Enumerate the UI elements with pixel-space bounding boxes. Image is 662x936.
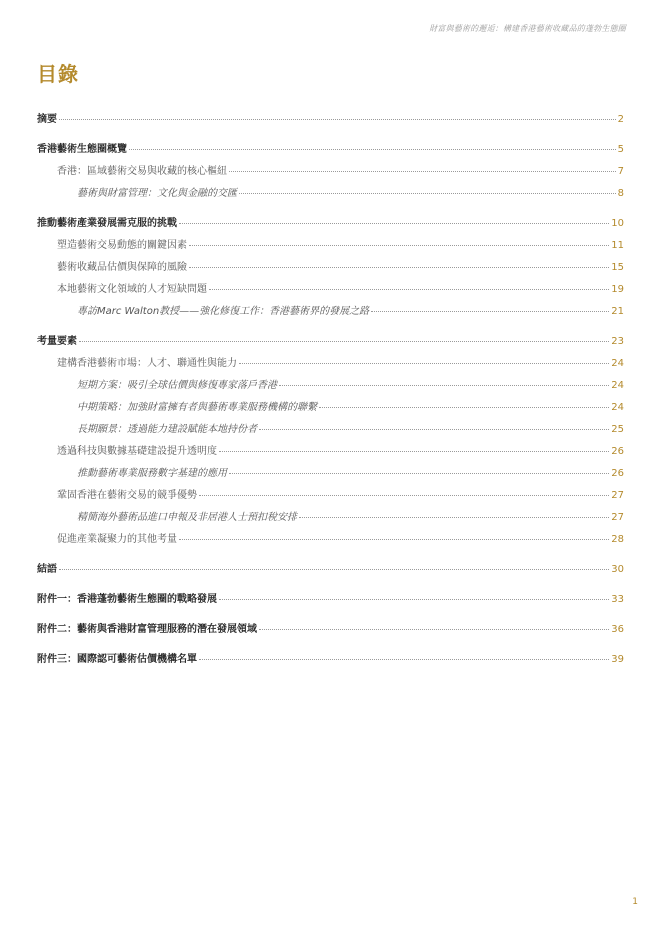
toc-entry-label: 建構香港藝術市場：人才、聯通性與能力	[57, 358, 237, 369]
toc-entry[interactable]	[37, 162, 624, 184]
toc-entry-label: 香港：區域藝術交易與收藏的核心樞紐	[57, 166, 227, 177]
toc-entry[interactable]	[37, 530, 624, 552]
dot-leader	[199, 659, 609, 660]
toc-entry-page: 15	[611, 262, 624, 273]
dot-leader	[219, 599, 609, 600]
toc-entry[interactable]	[37, 464, 624, 486]
dot-leader	[279, 385, 609, 386]
toc-entry[interactable]	[37, 110, 624, 132]
toc-entry-label: 附件二：藝術與香港財富管理服務的潛在發展領域	[37, 624, 257, 635]
toc-entry-label: 摘要	[37, 114, 57, 125]
toc-entry[interactable]	[37, 140, 624, 162]
toc-entry-label: 透過科技與數據基礎建設提升透明度	[57, 446, 217, 457]
toc-entry[interactable]	[37, 258, 624, 280]
page-number: 1	[632, 897, 638, 907]
toc-entry-page: 27	[611, 490, 624, 501]
toc-entry[interactable]	[37, 354, 624, 376]
dot-leader	[299, 517, 609, 518]
toc-entry[interactable]	[37, 302, 624, 324]
dot-leader	[209, 289, 609, 290]
toc-entry-page: 24	[611, 402, 624, 413]
toc-title: 目錄	[37, 62, 79, 86]
toc-entry-label: 推動藝術產業發展需克服的挑戰	[37, 218, 177, 229]
toc-entry-page: 26	[611, 468, 624, 479]
dot-leader	[189, 245, 609, 246]
toc-entry-label: 本地藝術文化領域的人才短缺問題	[57, 284, 207, 295]
toc-entry-page: 24	[611, 380, 624, 391]
toc-entry-page: 19	[611, 284, 624, 295]
toc-entry[interactable]	[37, 376, 624, 398]
toc-entry-label: 專訪Marc Walton教授——強化修復工作：香港藝術界的發展之路	[77, 306, 370, 317]
toc-entry-page: 2	[617, 114, 624, 125]
dot-leader	[259, 629, 609, 630]
toc-entry-label: 精簡海外藝術品進口申報及非居港人士預扣稅安排	[77, 512, 297, 523]
toc-entry-label: 藝術收藏品估價與保障的風險	[57, 262, 187, 273]
toc-entry[interactable]	[37, 590, 624, 612]
table-of-contents	[37, 110, 624, 672]
dot-leader	[371, 311, 609, 312]
toc-entry-page: 26	[611, 446, 624, 457]
toc-entry[interactable]	[37, 620, 624, 642]
toc-entry-label: 長期願景：透過能力建設賦能本地持份者	[77, 424, 257, 435]
dot-leader	[319, 407, 609, 408]
toc-entry[interactable]	[37, 650, 624, 672]
toc-entry-page: 8	[617, 188, 624, 199]
toc-entry-label: 短期方案：吸引全球估價與修復專家落戶香港	[77, 380, 277, 391]
toc-entry-page: 11	[611, 240, 624, 251]
dot-leader	[199, 495, 609, 496]
toc-entry[interactable]	[37, 442, 624, 464]
toc-entry-page: 21	[611, 306, 624, 317]
toc-entry-label: 附件三：國際認可藝術估價機構名單	[37, 654, 197, 665]
toc-entry-label: 結語	[37, 564, 57, 575]
dot-leader	[219, 451, 609, 452]
dot-leader	[79, 341, 609, 342]
toc-entry-label: 塑造藝術交易動態的關鍵因素	[57, 240, 187, 251]
toc-entry-page: 10	[611, 218, 624, 229]
toc-entry[interactable]	[37, 560, 624, 582]
dot-leader	[239, 193, 616, 194]
toc-entry-page: 24	[611, 358, 624, 369]
toc-entry[interactable]	[37, 280, 624, 302]
toc-entry[interactable]	[37, 398, 624, 420]
toc-entry-label: 推動藝術專業服務數字基建的應用	[77, 468, 227, 479]
toc-entry[interactable]	[37, 184, 624, 206]
dot-leader	[59, 569, 609, 570]
toc-entry[interactable]	[37, 236, 624, 258]
toc-entry-label: 香港藝術生態圈概覽	[37, 144, 127, 155]
toc-entry-label: 中期策略：加強財富擁有者與藝術專業服務機構的聯繫	[77, 402, 317, 413]
toc-entry[interactable]	[37, 508, 624, 530]
toc-entry[interactable]	[37, 214, 624, 236]
toc-entry-label: 鞏固香港在藝術交易的競爭優勢	[57, 490, 197, 501]
toc-entry-label: 促進產業凝聚力的其他考量	[57, 534, 177, 545]
dot-leader	[179, 539, 609, 540]
toc-entry[interactable]	[37, 486, 624, 508]
toc-entry-label: 藝術與財富管理：文化與金融的交匯	[77, 188, 237, 199]
toc-entry[interactable]	[37, 420, 624, 442]
toc-entry-page: 33	[611, 594, 624, 605]
toc-entry-page: 23	[611, 336, 624, 347]
toc-entry-page: 7	[617, 166, 624, 177]
toc-entry-page: 30	[611, 564, 624, 575]
toc-entry-page: 28	[611, 534, 624, 545]
dot-leader	[259, 429, 609, 430]
running-header: 財富與藝術的邂逅：構建香港藝術收藏品的蓬勃生態圈	[429, 24, 626, 33]
toc-entry-page: 25	[611, 424, 624, 435]
toc-entry-page: 39	[611, 654, 624, 665]
dot-leader	[229, 171, 616, 172]
dot-leader	[129, 149, 616, 150]
dot-leader	[239, 363, 609, 364]
toc-entry-page: 27	[611, 512, 624, 523]
toc-entry-page: 36	[611, 624, 624, 635]
dot-leader	[179, 223, 609, 224]
toc-entry-label: 考量要素	[37, 336, 77, 347]
dot-leader	[189, 267, 609, 268]
toc-entry-page: 5	[617, 144, 624, 155]
dot-leader	[229, 473, 609, 474]
toc-entry-label: 附件一：香港蓬勃藝術生態圈的戰略發展	[37, 594, 217, 605]
toc-entry[interactable]	[37, 332, 624, 354]
dot-leader	[59, 119, 616, 120]
